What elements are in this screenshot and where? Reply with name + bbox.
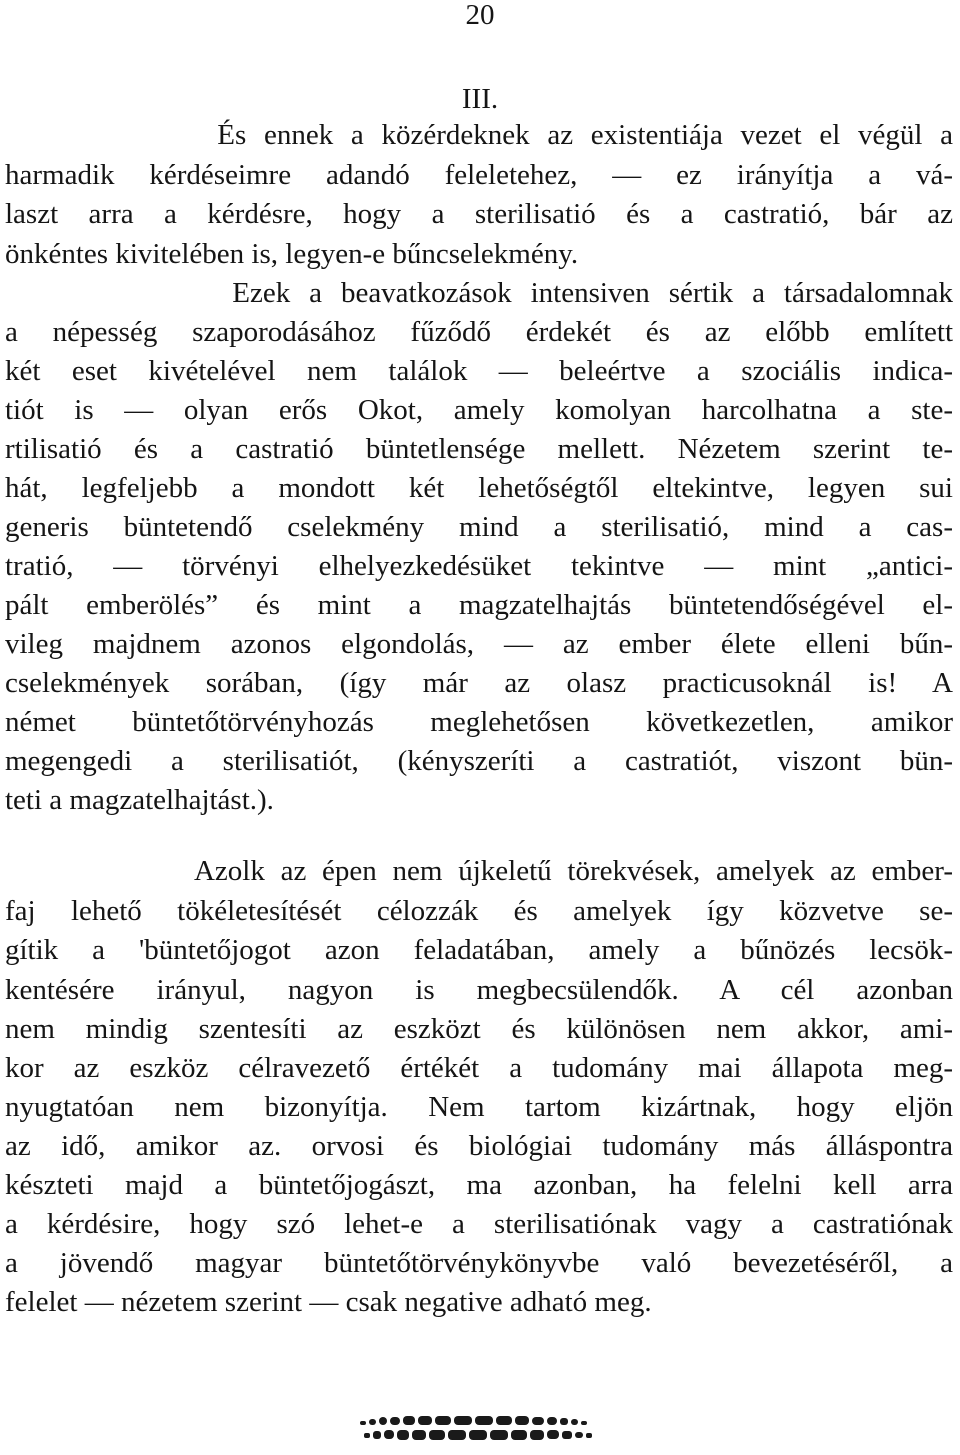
text-line: a kérdésire, hogy szó lehet-e a sterilisatiónak vagy a castratiónak — [5, 1208, 953, 1240]
decorative-rule-icon — [360, 1416, 600, 1446]
text-line: nem mindig szentesíti az eszközt és különösen nem akkor, ami- — [5, 1013, 953, 1045]
text-line: felelet — nézetem szerint — csak negative adható meg. — [5, 1286, 652, 1318]
text-line: harmadik kérdéseimre adandó feleletehez, — ez irányítja a vá- — [5, 158, 953, 191]
text-line: két eset kivételével nem találok — beleértve a szociális indica- — [5, 355, 953, 387]
text-line: teti a magzatelhajtást.). — [5, 784, 274, 816]
text-line: tiót is — olyan erős Okot, amely komolyan harcolhatna a ste- — [5, 394, 953, 426]
text-line: készteti majd a büntetőjogászt, ma azonban, ha felelni kell arra — [5, 1169, 953, 1201]
text-line: rtilisatió és a castratió büntetlensége mellett. Nézetem szerint te- — [5, 433, 953, 465]
text-line: vileg majdnem azonos elgondolás, — az ember élete elleni bűn- — [5, 628, 953, 660]
text-line: Ezek a beavatkozások intensiven sértik a társadalomnak — [5, 277, 953, 309]
text-line: megengedi a sterilisatiót, (kényszeríti a castratiót, viszont bün- — [5, 745, 953, 777]
text-line: kor az eszköz célravezető értékét a tudomány mai állapota meg- — [5, 1052, 953, 1084]
text-line: pált emberölés” és mint a magzatelhajtás büntetendőségével el- — [5, 589, 953, 621]
text-line: faj lehető tökéletesítését célozzák és amelyek így közvetve se- — [5, 894, 953, 927]
text-line: Azolk az épen nem újkeletű törekvések, amelyek az ember- — [5, 855, 953, 887]
text-line: kentésére irányul, nagyon is megbecsülendők. A cél azonban — [5, 973, 953, 1006]
text-line: laszt arra a kérdésre, hogy a sterilisatió és a castratió, bár az — [5, 198, 953, 230]
text-line: német büntetőtörvényhozás meglehetősen következetlen, amikor — [5, 706, 953, 738]
text-line: tratió, — törvényi elhelyezkedésüket tekintve — mint „antici- — [5, 550, 953, 582]
section-heading: III. — [461, 83, 499, 115]
text-line: gítik a 'büntetőjogot azon feladatában, amely a bűnözés lecsök- — [5, 934, 953, 966]
text-line: a népesség szaporodásához fűződő érdekét és az előbb említett — [5, 316, 953, 348]
text-line: nyugtatóan nem bizonyítja. Nem tartom kizártnak, hogy eljön — [5, 1091, 953, 1123]
page-number: 20 — [465, 0, 495, 31]
text-line: az idő, amikor az. orvosi és biológiai tudomány más álláspontra — [5, 1130, 953, 1162]
text-line: cselekmények sorában, (így már az olasz practicusoknál is! A — [5, 667, 953, 699]
text-line: a jövendő magyar büntetőtörvénykönyvbe való bevezetéséről, a — [5, 1247, 953, 1279]
text-line: hát, legfeljebb a mondott két lehetőségtől eltekintve, legyen sui — [5, 472, 953, 504]
text-line: És ennek a közérdeknek az existentiája vezet el végül a — [5, 119, 953, 151]
text-line: generis büntetendő cselekmény mind a sterilisatió, mind a cas- — [5, 511, 953, 543]
text-line: önkéntes kivitelében is, legyen-e bűncselekmény. — [5, 237, 579, 270]
